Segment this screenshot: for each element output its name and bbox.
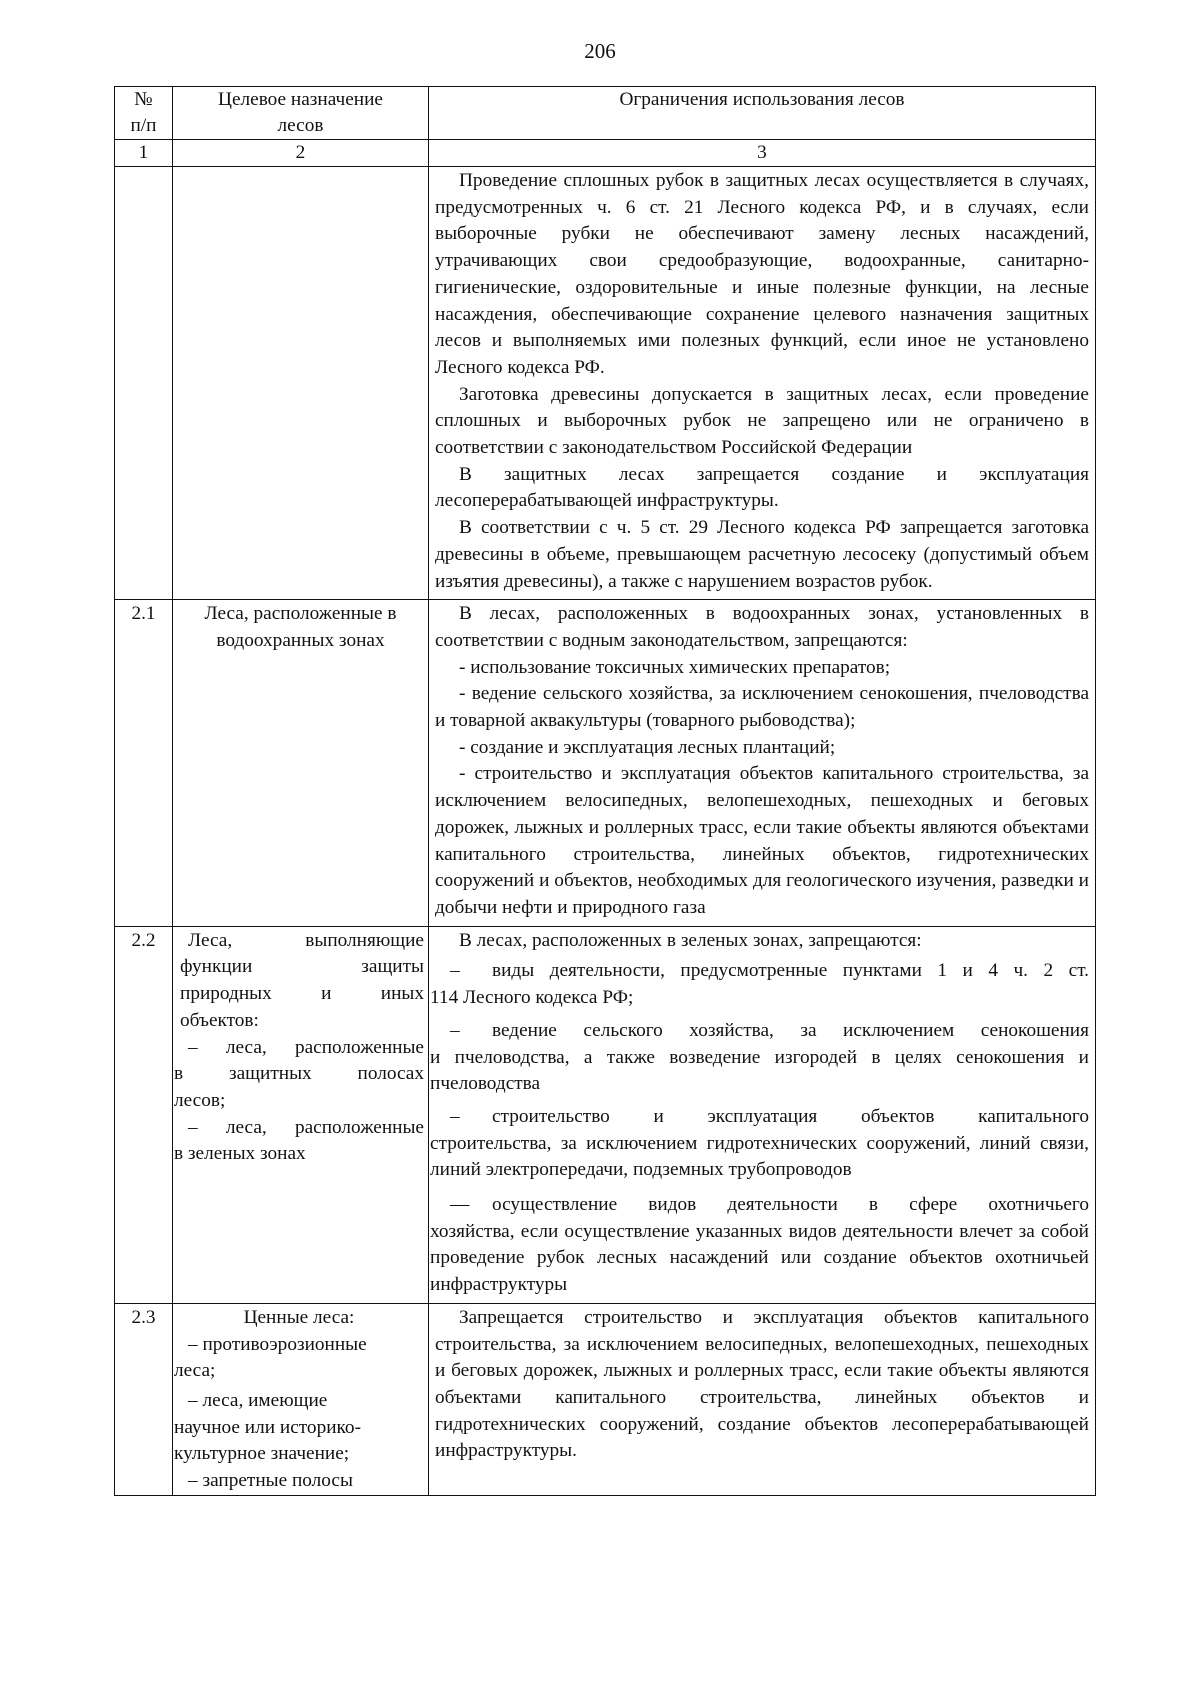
header-col-purpose-line1: Целевое назначение: [218, 89, 383, 110]
restriction-paragraph: В лесах, расположенных в водоохранных зонах, установленных в соответствии с водным законодательством, запрещаются:: [435, 603, 1089, 651]
row-purpose: [173, 167, 429, 600]
row-purpose-line: функции защиты: [180, 956, 424, 978]
row-number: 2.3: [115, 1303, 173, 1495]
row-purpose-line: Леса, выполняющие: [188, 929, 424, 951]
restriction-item-first-line: ведение сельского хозяйства, за исключением сенокошения: [492, 1019, 1089, 1041]
restriction-item-continuation: 114 Лесного кодекса РФ;: [430, 987, 634, 1009]
restriction-paragraph: В защитных лесах запрещается создание и эксплуатация лесоперерабатывающей инфраструктуры.: [435, 463, 1089, 512]
row-restrictions: [429, 926, 1096, 1303]
header-col-restrictions: Ограничения использования лесов: [429, 87, 1096, 140]
restriction-paragraph: Проведение сплошных рубок в защитных лесах осуществляется в случаях, предусмотренных ч. 6 ст. 21 Лесного кодекса РФ, и в случаях, если выборочные рубки не обеспечивают замену лесных насаждений, утрачивающих свои средообразующие, водоохранные, санитарно-гигиенические, оздоровительные и иные полезные функции, на лесные насаждения, обеспечивающие сохранение целевого назначения защитных лесов и выполняемых ими полезных функций, если иное не установлено Лесного кодекса РФ.: [435, 170, 1089, 378]
row-purpose: [173, 926, 429, 1303]
row-purpose-line: природных и иных: [180, 983, 424, 1005]
column-number-3: 3: [429, 140, 1096, 167]
row-purpose-line: в защитных полосах: [174, 1063, 424, 1085]
row-purpose-line: культурное значение;: [174, 1443, 350, 1465]
table-header-row: [115, 87, 1096, 140]
row-purpose-line: лесов;: [174, 1089, 226, 1111]
header-col-number-line1: №: [134, 89, 153, 110]
restriction-item: [430, 1018, 1089, 1045]
row-restrictions: [429, 1303, 1096, 1495]
row-purpose-line: в зеленых зонах: [174, 1143, 306, 1165]
header-col-purpose-line2: лесов: [277, 115, 324, 136]
restriction-item-continuation: хозяйства, если осуществление указанных видов деятельности влечет за собой проведение рубок лесных насаждений или создание объектов охотничьей инфраструктуры: [430, 1220, 1089, 1296]
row-number: 2.1: [115, 600, 173, 926]
row-purpose-line: – леса, расположенные: [188, 1116, 424, 1138]
row-number: [115, 167, 173, 600]
restriction-item: - строительство и эксплуатация объектов капитального строительства, за исключением велосипедных, велопешеходных, пешеходных и беговых дорожек, лыжных и роллерных трасс, если такие объекты являются объектами капитального строительства, линейных объектов, гидротехнических сооружений и объектов, необходимых для геологического изучения, разведки и добычи нефти и природного газа: [435, 763, 1089, 918]
dash-bullet: –: [450, 1105, 460, 1127]
row-purpose: [173, 1303, 429, 1495]
row-purpose-line: – противоэрозионные: [188, 1333, 367, 1355]
row-purpose-line: Ценные леса:: [243, 1306, 355, 1328]
header-col-purpose: [173, 87, 429, 140]
row-purpose-line: леса;: [174, 1360, 216, 1382]
row-purpose-line: научное или историко-: [174, 1416, 361, 1438]
row-purpose: [173, 600, 429, 926]
restriction-item: - ведение сельского хозяйства, за исключением сенокошения, пчеловодства и товарной аквакультуры (товарного рыбоводства);: [435, 683, 1089, 732]
row-purpose-line: – леса, имеющие: [188, 1389, 328, 1411]
column-number-2: 2: [173, 140, 429, 167]
restriction-item-first-line: строительство и эксплуатация объектов капитального: [492, 1105, 1089, 1127]
row-purpose-line: – леса, расположенные: [188, 1036, 424, 1058]
header-col-number: [115, 87, 173, 140]
row-restrictions: [429, 167, 1096, 600]
row-number: 2.2: [115, 926, 173, 1303]
restriction-item-continuation: строительства, за исключением гидротехнических сооружений, линий связи, линий электропередачи, подземных трубопроводов: [430, 1132, 1089, 1181]
restriction-item-continuation: и пчеловодства, а также возведение изгородей в целях сенокошения и пчеловодства: [430, 1046, 1089, 1095]
restriction-item: [430, 1192, 1089, 1219]
restriction-item: - использование токсичных химических препаратов;: [459, 656, 891, 678]
row-purpose-line: водоохранных зонах: [216, 629, 385, 651]
restriction-item-first-line: осуществление видов деятельности в сфере охотничьего: [492, 1194, 1089, 1216]
restriction-paragraph: Заготовка древесины допускается в защитных лесах, если проведение сплошных и выборочных рубок не запрещено или не ограничено в соответствии с законодательством Российской Федерации: [435, 383, 1089, 459]
table-row: [115, 1303, 1096, 1495]
dash-bullet: –: [450, 1019, 460, 1041]
row-purpose-line: Леса, расположенные в: [204, 603, 397, 625]
dash-bullet: –: [450, 960, 460, 982]
restriction-paragraph: В соответствии с ч. 5 ст. 29 Лесного кодекса РФ запрещается заготовка древесины в объеме, превышающем расчетную лесосеку (допустимый объем изъятия древесины), а также с нарушением возрастов рубок.: [435, 517, 1089, 592]
restriction-item-first-line: виды деятельности, предусмотренные пунктами 1 и 4 ч. 2 ст.: [492, 960, 1089, 982]
table-row: [115, 167, 1096, 600]
table-row: [115, 926, 1096, 1303]
column-number-1: 1: [115, 140, 173, 167]
row-purpose-line: – запретные полосы: [188, 1470, 353, 1492]
dash-bullet: —: [450, 1194, 470, 1216]
row-restrictions: [429, 600, 1096, 926]
restriction-item: - создание и эксплуатация лесных плантаций;: [459, 736, 836, 758]
header-col-number-line2: п/п: [130, 115, 157, 136]
restriction-paragraph: Запрещается строительство и эксплуатация объектов капитального строительства, за исключением велосипедных, велопешеходных, пешеходных и беговых дорожек, лыжных и роллерных трасс, если такие объекты являются объектами капитального строительства, линейных объектов и гидротехнических сооружений, создание объектов лесоперерабатывающей инфраструктуры.: [435, 1306, 1089, 1462]
restriction-item: [430, 958, 1089, 985]
restriction-intro: В лесах, расположенных в зеленых зонах, запрещаются:: [459, 929, 922, 951]
forest-restrictions-table: [114, 86, 1096, 1496]
restriction-item: [430, 1104, 1089, 1131]
page-number: 206: [584, 39, 616, 63]
table-row: [115, 600, 1096, 926]
column-number-row: [115, 140, 1096, 167]
row-purpose-line: объектов:: [180, 1009, 259, 1031]
